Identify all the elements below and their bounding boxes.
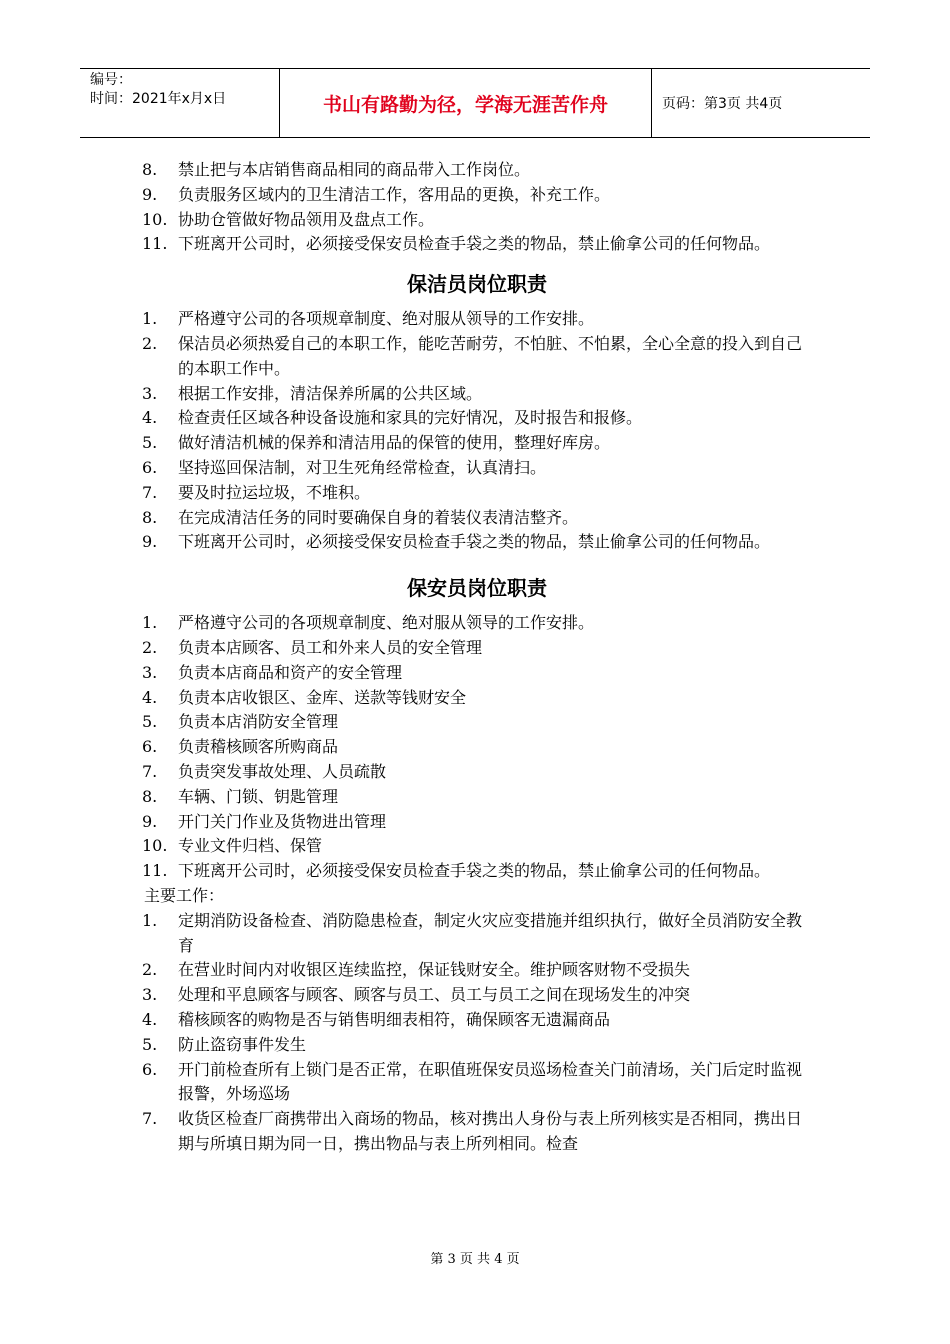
list-item-number: 7. (142, 482, 158, 502)
list-item-number: 9. (142, 184, 158, 204)
list-item-number: 11. (142, 234, 168, 254)
list-item-number: 8. (142, 786, 158, 806)
list-item (142, 1008, 812, 1033)
list-item-text: 负责本店消防安全管理 (178, 712, 339, 732)
header-page-number: 页码：第3页 共4页 (662, 96, 783, 112)
list-item-number: 9. (142, 811, 158, 831)
list-item-text: 车辆、门锁、钥匙管理 (178, 786, 339, 806)
list-item (142, 456, 812, 481)
page-footer: 第 3 页 共 4 页 (430, 1252, 520, 1267)
list-item (142, 686, 812, 711)
security-duties-list (142, 611, 812, 884)
list-item-text: 做好清洁机械的保养和清洁用品的保管的使用，整理好库房。 (178, 433, 611, 453)
main-work-list (142, 909, 812, 1157)
list-item-number: 7. (142, 1109, 158, 1129)
list-item-text: 定期消防设备检查、消防隐患检查，制定火灾应变措施并组织执行，做好全员消防安全教育 (178, 910, 803, 955)
list-item-number: 5. (142, 1034, 158, 1054)
list-item-text: 专业文件归档、保管 (178, 836, 323, 856)
list-item (142, 481, 812, 506)
list-item-number: 5. (142, 712, 158, 732)
list-item (142, 661, 812, 686)
security-section-title: 保安员岗位职责 (407, 576, 547, 601)
list-item (142, 158, 812, 183)
list-item-number: 3. (142, 662, 158, 682)
list-item-number: 6. (142, 457, 158, 477)
page-header (80, 68, 870, 138)
list-item-text: 坚持巡回保洁制，对卫生死角经常检查，认真清扫。 (178, 457, 547, 477)
list-item (142, 332, 812, 382)
list-item-text: 开门前检查所有上锁门是否正常，在职值班保安员巡场检查关门前清场，关门后定时监视报警，外场巡场 (178, 1059, 803, 1104)
list-item (142, 611, 812, 636)
cleaner-section-title: 保洁员岗位职责 (407, 272, 547, 297)
doc-number-label: 编号： (90, 72, 132, 88)
list-item-number: 1. (142, 910, 158, 930)
header-motto: 书山有路勤为径，学海无涯苦作舟 (280, 69, 652, 137)
list-item-text: 负责突发事故处理、人员疏散 (178, 761, 387, 781)
list-item-number: 3. (142, 383, 158, 403)
list-item (142, 208, 812, 233)
cleaner-duties-list (142, 307, 812, 555)
list-item-text: 在完成清洁任务的同时要确保自身的着装仪表清洁整齐。 (178, 507, 579, 527)
list-item-number: 11. (142, 861, 168, 881)
list-item-number: 4. (142, 1009, 158, 1029)
list-item-number: 2. (142, 333, 158, 353)
list-item (142, 506, 812, 531)
list-item-text: 要及时拉运垃圾，不堆积。 (178, 482, 371, 502)
list-item-number: 6. (142, 737, 158, 757)
list-item-number: 4. (142, 687, 158, 707)
list-item (142, 909, 812, 959)
list-item (142, 431, 812, 456)
list-item-text: 严格遵守公司的各项规章制度、绝对服从领导的工作安排。 (178, 613, 595, 633)
list-item (142, 1058, 812, 1108)
list-item-text: 在营业时间内对收银区连续监控，保证钱财安全。维护顾客财物不受损失 (178, 960, 691, 980)
list-item (142, 183, 812, 208)
list-item (142, 785, 812, 810)
list-item-text: 检查责任区域各种设备设施和家具的完好情况，及时报告和报修。 (178, 408, 643, 428)
list-item-number: 1. (142, 309, 158, 329)
list-item-text: 稽核顾客的购物是否与销售明细表相符，确保顾客无遗漏商品 (178, 1009, 611, 1029)
list-item-text: 负责本店商品和资产的安全管理 (178, 662, 403, 682)
list-item-text: 处理和平息顾客与顾客、顾客与员工、员工与员工之间在现场发生的冲突 (178, 985, 691, 1005)
list-item-number: 8. (142, 507, 158, 527)
list-item-number: 4. (142, 408, 158, 428)
document-body (142, 158, 812, 1157)
list-item-text: 负责服务区域内的卫生清洁工作，客用品的更换，补充工作。 (178, 184, 611, 204)
list-item (142, 232, 812, 257)
list-item-number: 10. (142, 209, 168, 229)
list-item-number: 2. (142, 960, 158, 980)
list-item-number: 8. (142, 160, 158, 179)
list-item (142, 760, 812, 785)
list-item (142, 859, 812, 884)
list-item (142, 810, 812, 835)
list-item-text: 负责本店顾客、员工和外来人员的安全管理 (178, 637, 483, 657)
list-item-text: 禁止把与本店销售商品相同的商品带入工作岗位。 (178, 160, 531, 179)
list-item (142, 1033, 812, 1058)
list-item-text: 下班离开公司时，必须接受保安员检查手袋之类的物品，禁止偷拿公司的任何物品。 (178, 532, 771, 552)
list-item (142, 406, 812, 431)
list-item-text: 严格遵守公司的各项规章制度、绝对服从领导的工作安排。 (178, 309, 595, 329)
header-meta (80, 69, 280, 137)
list-item-number: 3. (142, 985, 158, 1005)
list-item-number: 5. (142, 433, 158, 453)
list-item (142, 983, 812, 1008)
list-item-text: 下班离开公司时，必须接受保安员检查手袋之类的物品，禁止偷拿公司的任何物品。 (178, 861, 771, 881)
list-item (142, 307, 812, 332)
list-item-number: 1. (142, 613, 158, 633)
list-item-text: 协助仓管做好物品领用及盘点工作。 (178, 209, 435, 229)
list-item-number: 6. (142, 1059, 158, 1079)
list-item-number: 7. (142, 761, 158, 781)
list-item (142, 710, 812, 735)
list-item (142, 636, 812, 661)
list-item (142, 382, 812, 407)
doc-time-label: 时间：2021年x月x日 (90, 91, 227, 107)
list-item (142, 834, 812, 859)
list-item-text: 保洁员必须热爱自己的本职工作，能吃苦耐劳，不怕脏、不怕累，全心全意的投入到自己的本职工作中。 (178, 333, 803, 378)
list-item (142, 958, 812, 983)
list-item-number: 9. (142, 532, 158, 552)
list-item (142, 1107, 812, 1157)
list-item-text: 下班离开公司时，必须接受保安员检查手袋之类的物品，禁止偷拿公司的任何物品。 (178, 234, 771, 254)
list-item-number: 2. (142, 637, 158, 657)
intro-list (142, 158, 812, 257)
list-item-text: 防止盗窃事件发生 (178, 1034, 307, 1054)
list-item-number: 10. (142, 836, 168, 856)
list-item-text: 根据工作安排，清洁保养所属的公共区域。 (178, 383, 483, 403)
list-item (142, 735, 812, 760)
list-item-text: 负责本店收银区、金库、送款等钱财安全 (178, 687, 467, 707)
list-item-text: 开门关门作业及货物进出管理 (178, 811, 387, 831)
list-item (142, 530, 812, 555)
main-work-heading: 主要工作： (144, 885, 225, 905)
list-item-text: 负责稽核顾客所购商品 (178, 737, 339, 757)
list-item-text: 收货区检查厂商携带出入商场的物品，核对携出人身份与表上所列核实是否相同，携出日期与所填日期为同一日，携出物品与表上所列相同。检查 (178, 1109, 803, 1153)
